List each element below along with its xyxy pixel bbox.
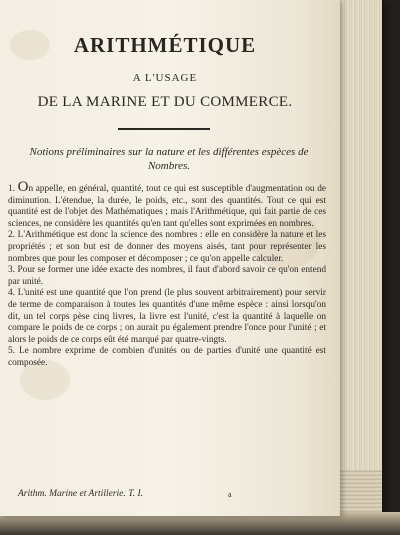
paragraph-text: Le nombre exprime de combien d'unités ou de parties d'unité une quantité est composée. [8, 346, 326, 368]
page-subtitle: A L'USAGE [132, 72, 198, 84]
paragraph-text: L'Arithmétique est donc la science des nombres : elle en considère la nature et les propriétés ; et son but est de donner des moyens aisés, tant pour représenter les nombres que pour les composer et décomposer ; ce qu'on appelle calculer. [8, 230, 326, 264]
signature-mark: a [228, 490, 232, 499]
paragraph-1 [8, 179, 326, 230]
paragraph-number: 4. [8, 288, 15, 299]
signature-line: Arithm. Marine et Artillerie. T. I. [18, 489, 143, 499]
section-title: Notions préliminaires sur la nature et les différentes espèces de Nombres. [29, 146, 309, 172]
paragraph-text: n appelle, en général, quantité, tout ce qui est susceptible d'augmentation ou de diminution. L'étendue, la durée, le poids, etc., sont des quantités. Tout ce qui est quantité est de l'objet des Mathématiques ; mais l'Arithmétique, qui fait partie de ces sciences, ne considère les quantités qu'en tant qu'elles sont exprimées en nombres. [8, 184, 326, 229]
page-title: ARITHMÉTIQUE [73, 33, 257, 57]
paragraph-3 [8, 265, 326, 288]
paragraph-4 [8, 288, 326, 346]
page-subtitle-2: DE LA MARINE ET DU COMMERCE. [37, 94, 293, 110]
paragraph-number: 1. [8, 184, 15, 194]
paragraph-text: L'unité est une quantité que l'on prend (le plus souvent arbitrairement) pour servir de terme de comparaison à toutes les quantités d'une même espèce : ainsi lorsqu'on dit, un tel corps pèse cinq livres, la livre est l'unité, c'est la quantité à laquelle on compare le poids de ce corps ; on aurait pu également prendre l'once pour l'unité ; et alors le poids de ce corps eût été marqué par quatre-vingts. [8, 288, 326, 345]
drop-cap: O [17, 179, 29, 195]
paragraph-number: 5. [8, 346, 15, 357]
paragraph-number: 3. [8, 265, 15, 276]
paragraph-2 [8, 230, 326, 265]
paragraph-number: 2. [8, 230, 15, 241]
body-text [8, 179, 326, 370]
paragraph-5 [8, 346, 326, 369]
paragraph-text: Pour se former une idée exacte des nombres, il faut d'abord savoir ce qu'on entend par unité. [8, 265, 326, 287]
title-rule [118, 128, 210, 130]
